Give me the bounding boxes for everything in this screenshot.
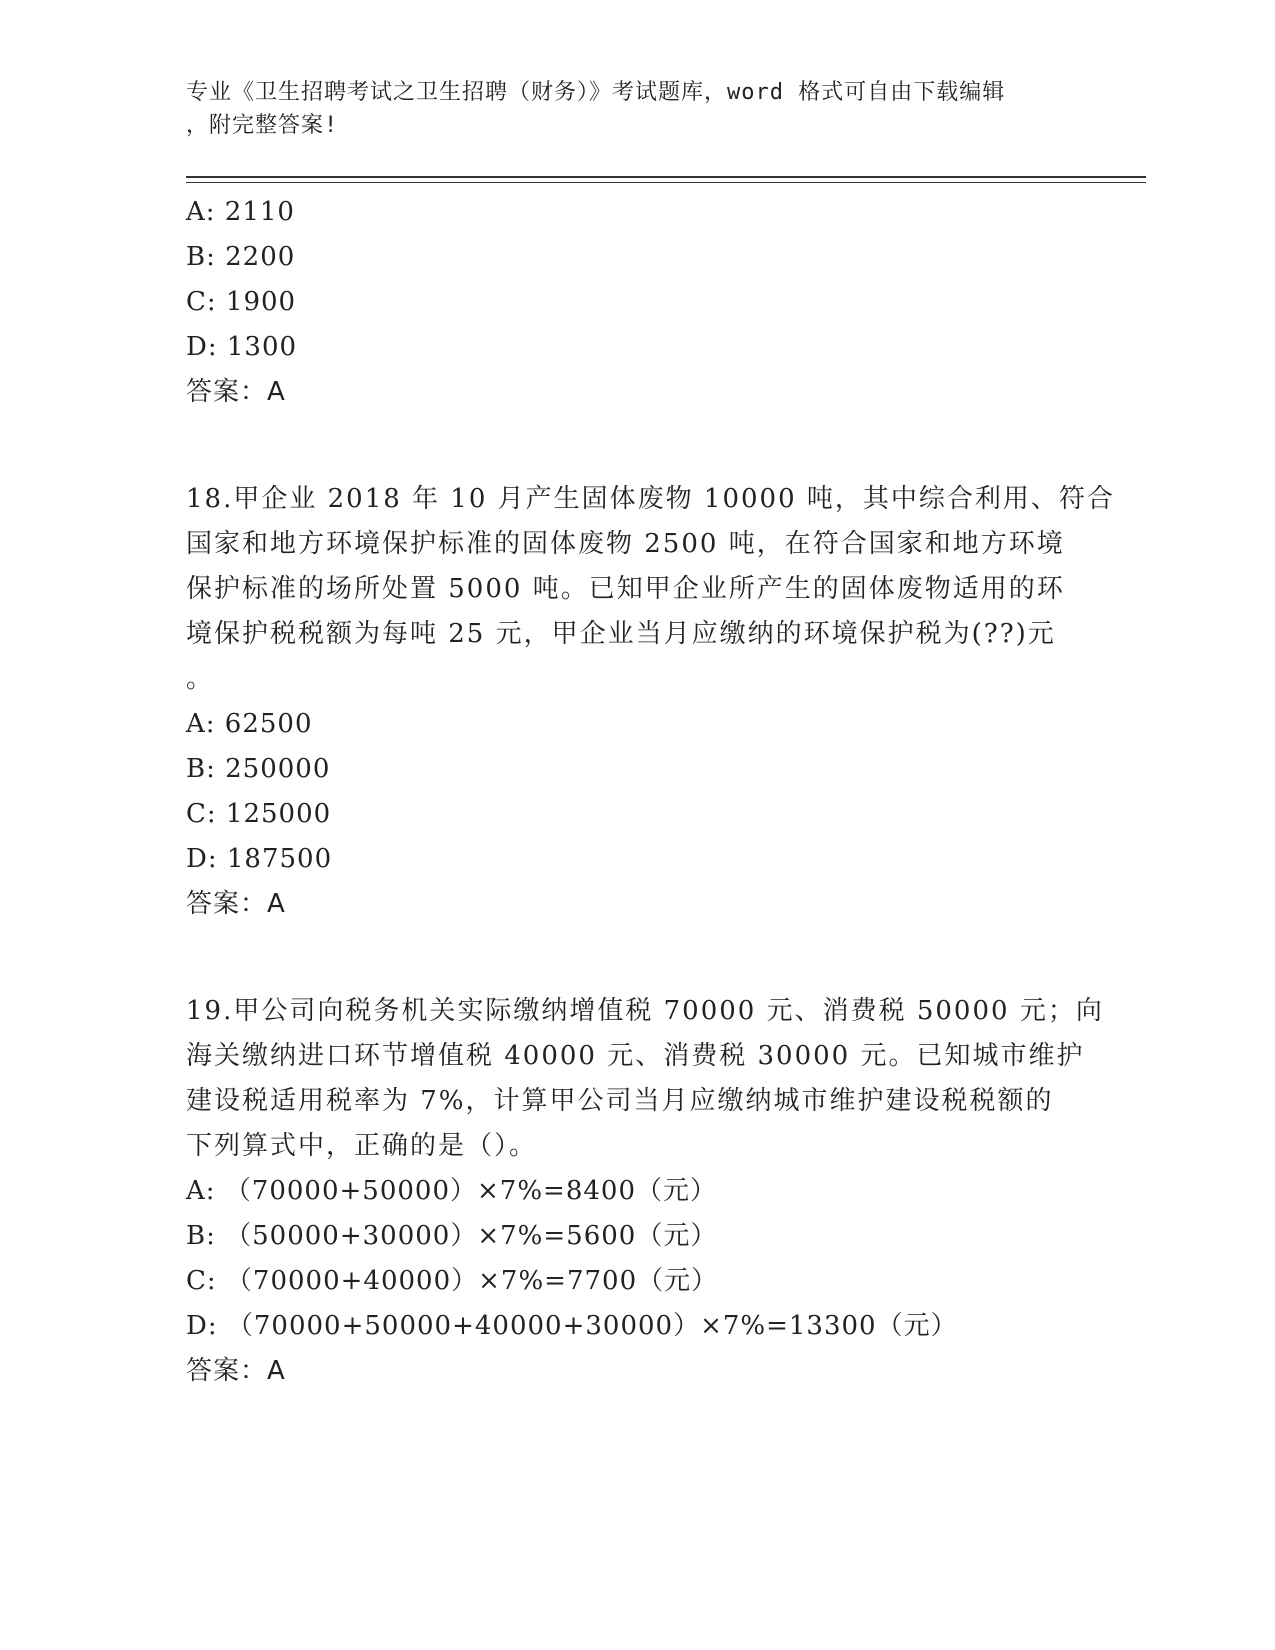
option-a: A: 2110 <box>186 197 295 227</box>
question-text-line: 建设税适用税率为 7%，计算甲公司当月应缴纳城市维护建设税税额的 <box>186 1086 1054 1116</box>
header-divider-thin <box>186 182 1146 183</box>
header-line-1: 专业《卫生招聘考试之卫生招聘（财务）》考试题库，word 格式可自由下载编辑 <box>186 80 1006 105</box>
header-divider-thick <box>186 176 1146 178</box>
header-line-2: ，附完整答案! <box>186 113 339 138</box>
question-text-line: 19.甲公司向税务机关实际缴纳增值税 70000 元、消费税 50000 元；向 <box>186 996 1104 1026</box>
option-c: C: （70000+40000）×7%=7700（元） <box>186 1266 719 1296</box>
question-18 <box>186 477 1115 927</box>
document-header <box>186 76 1066 142</box>
option-c: C: 1900 <box>186 287 297 317</box>
option-d: D: 187500 <box>186 844 333 874</box>
option-a: A: （70000+50000）×7%=8400（元） <box>186 1176 717 1206</box>
question-text-line: 境保护税税额为每吨 25 元，甲企业当月应缴纳的环境保护税为(??)元 <box>186 619 1056 649</box>
option-a: A: 62500 <box>186 709 313 739</box>
option-b: B: 250000 <box>186 754 331 784</box>
option-b: B: （50000+30000）×7%=5600（元） <box>186 1221 718 1251</box>
question-content <box>186 190 1115 1394</box>
question-text-line: 。 <box>186 664 215 694</box>
answer-line: 答案：A <box>186 377 286 407</box>
option-d: D: （70000+50000+40000+30000）×7%=13300（元） <box>186 1311 958 1341</box>
spacer <box>186 927 1086 989</box>
answer-line: 答案：A <box>186 1356 286 1386</box>
question-text-line: 下列算式中，正确的是（）。 <box>186 1131 538 1161</box>
question-17 <box>186 190 1086 415</box>
answer-line: 答案：A <box>186 889 286 919</box>
question-text-line: 国家和地方环境保护标准的固体废物 2500 吨，在符合国家和地方环境 <box>186 529 1065 559</box>
question-text-line: 18.甲企业 2018 年 10 月产生固体废物 10000 吨，其中综合利用、符合 <box>186 484 1115 514</box>
option-d: D: 1300 <box>186 332 298 362</box>
question-text-line: 海关缴纳进口环节增值税 40000 元、消费税 30000 元。已知城市维护 <box>186 1041 1085 1071</box>
question-19 <box>186 989 1104 1394</box>
option-c: C: 125000 <box>186 799 332 829</box>
spacer <box>186 415 1086 477</box>
option-b: B: 2200 <box>186 242 296 272</box>
question-text-line: 保护标准的场所处置 5000 吨。已知甲企业所产生的固体废物适用的环 <box>186 574 1065 604</box>
